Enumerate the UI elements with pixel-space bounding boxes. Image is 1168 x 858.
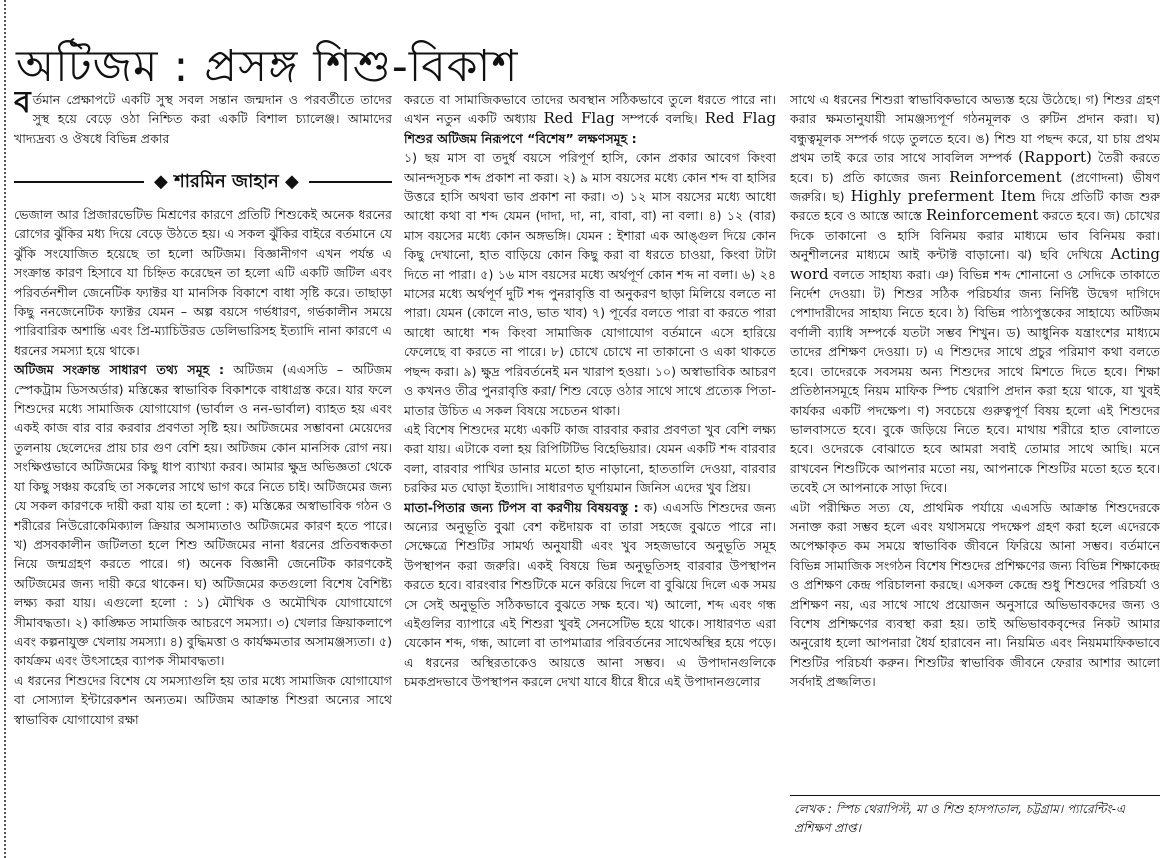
english-term: Reinforcement bbox=[949, 167, 1062, 186]
paragraph-text: করতে বা সামাজিকভাবে তাদের অবস্থান সঠিকভাবে তুলে ধরতে পারে না। এখন নতুন একটি অধ্যায় bbox=[404, 92, 776, 127]
red-flag-term: Red Flag bbox=[704, 109, 776, 128]
paragraph-text: অটিজম (এএসডি – অটিজম স্পেকট্রাম ডিসঅর্ডার) মস্তিষ্কের স্বাভাবিক বিকাশকে বাধাগ্রস্ত করে। যার ফলে শিশুদের মধ্যে সামাজিক যোগাযোগ (ভার্বাল ও নন-ভার্বাল) ব্যাহত হয় এবং একই কাজ বার বার করবার প্রবণতা সৃষ্টি হয়। অটিজমের সম্ভাবনা মেয়েদের তুলনায় ছেলেদের প্রায় চার গুণ বেশি হয়। অটিজম কোন মানসিক রোগ নয়। সংক্ষিপ্তভাবে অটিজমের কিছু ধাপ ব্যাখ্যা করব। আমার ক্ষুদ্র অভিজ্ঞতা থেকে যা কিছু সঞ্চয় করেছি তা সকলের সাথে ভাগ করে নিতে চাই। অটিজমের জন্য যে সকল কারণকে দায়ী করা যায় তা হলো : ক) মস্তিষ্কের অস্বাভাবিক গঠন ও শরীরের নিউরোকেমিক্যাল ক্রিয়ার অসাম্যতাও অটিজমের কারণ হতে পারে। খ) প্রসবকালীন জটিলতা হলে শিশু অটিজমের নানা ধরনের প্রতিবন্ধকতা নিয়ে জন্মগ্রহণ করতে পারে। গ) অনেক বিজ্ঞানী জেনেটিক কারণকেই অটিজমের জন্য দায়ী করে থাকেন। ঘ) অটিজমের কতগুলো বিশেষ বৈশিষ্ট্য লক্ষ্য করা যায়। এগুলো হলো : ১) মৌখিক ও অমৌখিক যোগাযোগে সীমাবদ্ধতা। ২) কাঙ্ক্ষিত সামাজিক আচরণে সমস্যা। ৩) খেলার ক্রিয়াকলাপে এবং কল্পনাযুক্ত খেলায় সমস্যা। ৪) বুদ্ধিমত্তা ও কার্যক্ষমতার অসামঞ্জস্যতা। ৫) কার্যক্রম এবং উৎসাহের ব্যাপক সীমাবদ্ধতা। bbox=[14, 362, 392, 669]
paragraph bbox=[790, 90, 1160, 498]
article-title: অটিজম : প্রসঙ্গ শিশু-বিকাশ bbox=[16, 41, 519, 93]
paragraph bbox=[404, 498, 776, 692]
intro-text: র্তমান প্রেক্ষাপটে একটি সুস্থ সবল সন্তান জন্মদান ও পরবর্তীতে তাদের সুস্থ হয়ে বেড়ে ওঠা নিশ্চিত করা একটি বিশাল চ্যালেঞ্জ। আমাদের খাদ্যদ্রব্য ও ঔষধে বিভিন্ন প্রকার bbox=[14, 92, 392, 146]
english-term: Acting word bbox=[790, 245, 1160, 283]
english-term: Reinforcement bbox=[925, 206, 1039, 225]
red-flag-term: Red Flag bbox=[543, 109, 615, 128]
paragraph bbox=[14, 360, 392, 671]
paragraph-text: করতে হবে। জ) চোখের দিকে তাকানো ও হাসি বিনিময় করার মাধ্যমে ভাব বিনিময় করা। অনুশীলনের মাধ্যমে আই কন্টাক্ট বাড়ানো। ঝ) ছবি দেখিয়ে bbox=[790, 208, 1160, 263]
english-term: Highly preferment Item bbox=[850, 187, 1036, 206]
paragraph-text: দিয়ে প্রতিটি কাজ শুরু করতে হবে ও আস্তে আস্তে bbox=[790, 189, 1160, 224]
footer-rule bbox=[790, 795, 1160, 796]
section-heading: মাতা-পিতার জন্য টিপস বা করণীয় বিষয়বস্তু : bbox=[404, 499, 639, 515]
paragraph: এই বিশেষ শিশুদের মধ্যে একটি কাজ বারবার করার প্রবণতা খুব বেশি লক্ষ্য করা যায়। এটাকে বলা হয় রিপিটিটিভ বিহেভিয়ার। যেমন একটি শব্দ বারবার বলা, বারবার পাখির ডানার মতো হাত নাড়ানো, হাততালি দেওয়া, বারবার চরকির মত ঘোড়া ইত্যাদি। সাধারণত ঘূর্ণায়মান জিনিস এদের খুব প্রিয়। bbox=[404, 421, 776, 496]
paragraph-text: ক) এএসডি শিশুদের জন্য অন্যের অনুভূতি বুঝা বেশ কষ্টদায়ক বা তারা সহজে বুঝতে পারে না। সেক্ষেত্রে শিশুটির সামর্থ্য অনুযায়ী এবং খুব সহজভাবে অনুভূতি সমূহ উপস্থাপন করা জরুরি। একই বিষয়ে ভিন্ন অনুভূতিসহ বারবার উপস্থাপন করতে হবে। বারংবার শিশুটিকে মনে করিয়ে দিলে বা বুঝিয়ে দিলে এক সময় সে সেই অনুভূতি সঠিকভাবে বুঝতে সক্ষ হবে। খ) আলো, শব্দ এবং গন্ধ এইগুলির ব্যাপারে এই শিশুরা খুবই সেনসেটিভ হয়ে থাকে। সাধারণত এরা যেকোন শব্দ, গন্ধ, আলো বা তাপমাত্রার পরিবর্তনের সাথেঅস্থির হয়ে পড়ে। এ ধরনের অস্থিরতাকেও আয়ত্তে আনা সম্ভব। এ উপাদানগুলিকে চমকপ্রদভাবে উপস্থাপন করলে দেখা যাবে ধীরে ধীরে এই উপাদানগুলোর bbox=[404, 499, 776, 690]
column-2 bbox=[404, 90, 776, 830]
drop-cap: ব bbox=[14, 90, 31, 120]
paragraph bbox=[404, 90, 776, 148]
english-term: (Rapport) bbox=[1018, 148, 1092, 167]
paragraph: ১) ছয় মাস বা তদুর্ধ বয়সে পরিপূর্ণ হাসি, কোন প্রকার আবেগ কিংবা আনন্দসূচক শব্দ প্রকাশ না করা। ২) ৯ মাস বয়সের মধ্যে কোন শব্দ বা হাসির উত্তরে হাসি অথবা ভাব প্রকাশ না করা। ৩) ১২ মাস বয়সের মধ্যে আধো আধো কথা বা শব্দ যেমন (দাদা, দা, না, বাবা, বা) না বলা। ৪) ১২ (বার) মাস বয়সের মধ্যে কোন অঙ্গভঙ্গি। যেমন : ইশারা এক আঙ্গুল দিয়ে কোন কিছু দেখানো, হাত বাড়িয়ে কোন কিছু করা বা ধরতে চাওয়া, কিংবা টাটা দিতে না পারা। ৫) ১৬ মাস বয়সের মধ্যে অর্থপূর্ণ কোন শব্দ না বলা। ৬) ২৪ মাসের মধ্যে অর্থপূর্ণ দুটি শব্দ পুনরাবৃত্তি বা অনুকরণ ছাড়া মিলিয়ে বলতে না পারা। যেমন (কোলে নাও, ভাত খাব) ৭) পূর্বের বলতে পারা বা করতে পারা আধো আধো শব্দ কিংবা সামাজিক যোগাযোগ বর্তমানে এসে হারিয়ে ফেলেছে বা করতে না পারে। ৮) চোখে চোখে না তাকানো ও একা থাকতে পছন্দ করা। ৯) ক্ষুদ্র পরিবর্তনেই মন খারাপ হওয়া। ১০) অস্বাভাবিক আচরণ ও কখনও তীব্র পুনরাবৃত্তি করা/ শিশু বেড়ে ওঠার সাথে সাথে প্রত্যেক পিতা-মাতার উচিত এ সকল বিষয়ে সচেতন থাকা। bbox=[404, 150, 776, 418]
paragraph-text: তৈরী করতে হবে। চ) প্রতি কাজের জন্য bbox=[790, 150, 1160, 185]
author-note: লেখক : স্পিচ থেরাপিস্ট, মা ও শিশু হাসপাতাল, চট্টগ্রাম। প্যারেন্টিং-এ প্রশিক্ষণ প্রাপ্ত। bbox=[794, 802, 1126, 835]
byline-box bbox=[14, 167, 392, 201]
intro-paragraph bbox=[14, 90, 392, 148]
byline: ◆ শারমিন জাহান ◆ bbox=[144, 169, 309, 195]
left-dotted-rule bbox=[4, 0, 6, 858]
paragraph-text: বলতে সাহায্য করা। ঞ) বিভিন্ন শব্দ শোনানো ও সেদিকে তাকাতে নির্দেশ দেওয়া। ট) শিশুর সঠিক পরিচর্যার জন্য নির্দিষ্ট উদ্বেগ দাগিদে পেশাদারীদের সাহায্য নিতে হবে। ঠ) বিভিন্ন পাঠ্যপুস্তকের সাহায্যে অটিজম বর্ণালী ব্যাধি সম্পর্কে যতটা সম্ভব শিখুন। ড) আধুনিক যন্ত্রাংশের মাধ্যমে তাদের প্রশিক্ষণ দেওয়া। ঢ) এ শিশুদের সাথে প্রচুর পরিমাণ কথা বলতে হবে। তাদেরকে সবসময় অন্য শিশুদের সাথে মিশতে দিতে হবে। শিক্ষা প্রতিষ্ঠানসমূহে নিয়ম মাফিক স্পিচ থেরাপি প্রদান করা হয়ে থাকে, যা খুবই কার্যকর একটি পদক্ষেপ। ণ) সবচেয়ে গুরুত্বপূর্ণ বিষয় হলো এই শিশুদের ভালবাসতে হবে। বুকে জড়িয়ে নিতে হবে। মাথায় শরীরে হাত বোলাতে হবে। ওদেরকে বোঝাতে হবে আমরা সবাই তোমার সাথে আছি। মনে রাখবেন শিশুটিকে আপনার মতো নয়, আপনাকে শিশুটির মতো হতে হবে। তবেই সে আপনাকে সাড়া দিবে। bbox=[790, 266, 1160, 496]
paragraph-text: শিশুর অটিজম নিরূপণে “বিশেষ” লক্ষণসমূহ : bbox=[404, 130, 637, 146]
column-3 bbox=[790, 90, 1160, 790]
paragraph: এ ধরনের শিশুদের বিশেষ যে সমস্যাগুলি হয় তার মধ্যে সামাজিক যোগাযোগ বা সোস্যাল ইন্টারেকশন অন্যতম। অটিজম আক্রান্ত শিশুরা অন্যের সাথে স্বাভাবিক যোগাযোগ রক্ষা bbox=[14, 672, 392, 727]
paragraph-text: (প্রণোদনা) ভীষণ জরুরি। ছ) bbox=[790, 169, 1160, 205]
column-1-intro bbox=[14, 90, 392, 160]
paragraph-text: সম্পর্কে বলছি। bbox=[614, 111, 705, 127]
section-heading: অটিজম সংক্রান্ত সাধারণ তথ্য সমূহ : bbox=[14, 362, 225, 378]
paragraph-text: সাথে এ ধরনের শিশুরা স্বাভাবিকভাবে অভ্যস্ত হয়ে উঠেছে। গ) শিশুর গ্রহণ করার ক্ষমতানুযায়ী সামঞ্জস্যপূর্ণ গঠনমূলক ও রুটিন প্রদান করা। ঘ) বন্ধুত্বমূলক সম্পর্ক গড়ে তুলতে হবে। ঙ) শিশু যা পছন্দ করে, যা চায় প্রথম প্রথম তাই করে তার সাথে সাবলিল সম্পর্ক bbox=[790, 92, 1160, 166]
paragraph: এটা পরীক্ষিত সত্য যে, প্রাথমিক পর্যায়ে এএসডি আক্রান্ত শিশুদেরকে সনাক্ত করা সম্ভব হলে এবং যথাসময়ে পদক্ষেপ গ্রহণ করা হলে এদেরকে অপেক্ষাকৃত কম সময়ে স্বাভাবিক জীবনে ফিরিয়ে আনা সম্ভব। বর্তমানে বিভিন্ন সামাজিক সংগঠন বিশেষ শিশুদের প্রশিক্ষণের জন্য বিভিন্ন শিক্ষাকেন্দ্র ও প্রশিক্ষণ কেন্দ্র পরিচালনা করছে। এসকল কেন্দ্রে শুধু শিশুদের পরিচর্যা ও প্রশিক্ষণ নয়, এর সাথে সাথে প্রয়োজন অনুসারে অভিভাবকদের জন্য ও বিশেষ প্রশিক্ষণের ব্যবস্থা করা হয়। তাই অভিভাবকবৃন্দের নিকট আমার অনুরোধ হলো আপনারা ধৈর্য হারাবেন না। নিয়মিত এবং নিয়মমাফিকভাবে শিশুটির পরিচর্যা করুন। শিশুটির স্বাভাবিক জীবনে ফেরার আশার আলো সর্বদাই প্রজ্জলিত। bbox=[790, 499, 1160, 690]
paragraph: ভেজাল আর প্রিজারভেটিভ মিশ্রণের কারণে প্রতিটি শিশুকেই অনেক ধরনের রোগের ঝুঁকির মধ্য দিয়ে বেড়ে উঠতে হয়। এ সকল ঝুঁকির বাইরে বর্তমানে যে ঝুঁকি সংযোজিত হয়েছে তা হলো অটিজম। বিজ্ঞানীগণ এখন পর্যন্ত এ সংক্রান্ত কারণ হিসাবে যা চিহ্নিত করেছেন তা হলো এটি একটি জটিল এবং পরিবর্তনশীল জেনেটিক ফ্যাক্টর যা মানসিক বিকাশে বাধা সৃষ্টি করে। তাছাড়া কিছু ননজেনেটিক ফ্যাক্টর যেমন – অল্প বয়সে গর্ভধারণ, গর্ভকালীন সময়ে পারিবারিক অশান্তি এবং প্রি-ম্যাচিউরড ডেলিভারিসহ ইত্যাদি নানা কারণে এ ধরনের সমস্যা হয়ে থাকে। bbox=[14, 207, 392, 358]
column-1-body bbox=[14, 205, 392, 855]
